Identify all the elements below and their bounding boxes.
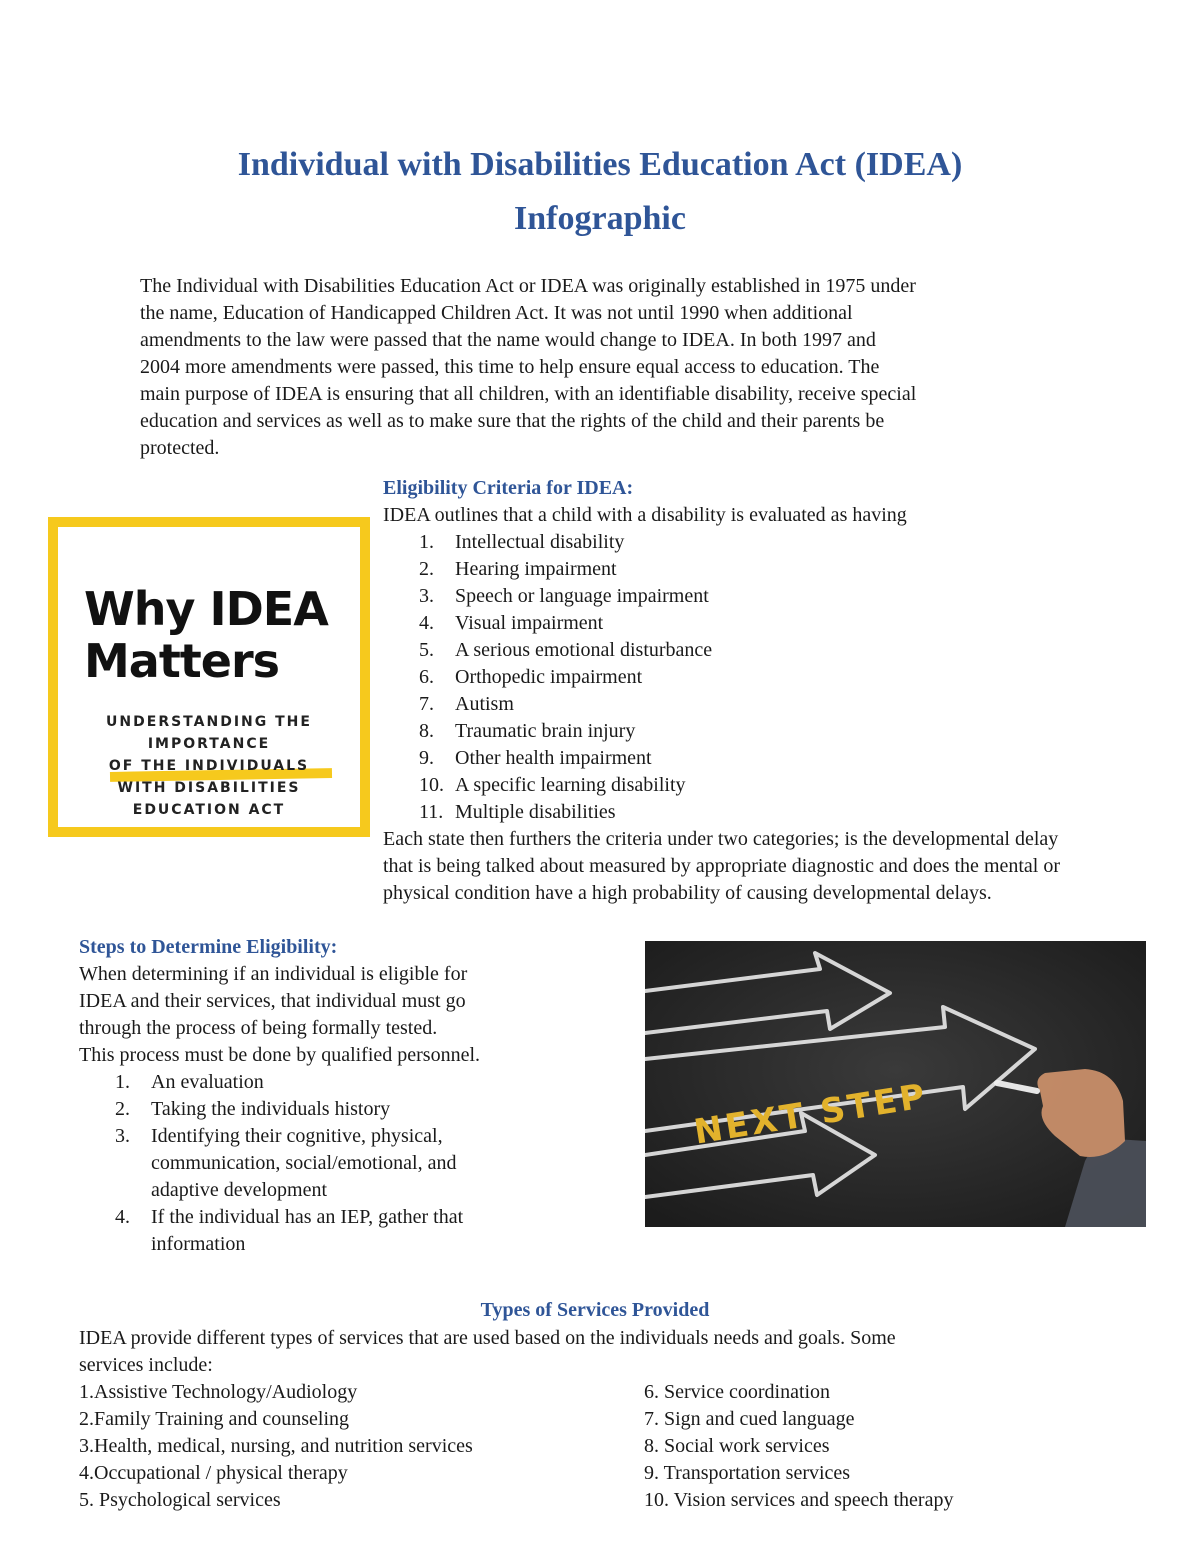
list-text: An evaluation	[151, 1071, 264, 1093]
list-text: Orthopedic impairment	[455, 666, 643, 688]
why-idea-subtitle	[58, 711, 360, 821]
list-number: 4.	[419, 612, 434, 634]
services-lead-line: IDEA provide different types of services that are used based on the individuals needs and goals. Some	[79, 1327, 896, 1349]
eligibility-closing-line: Each state then furthers the criteria under two categories; is the developmental delay	[383, 828, 1059, 850]
intro-line: protected.	[140, 437, 220, 459]
list-number: 2.	[419, 558, 434, 580]
intro-line: 2004 more amendments were passed, this time to help ensure equal access to education. The	[140, 356, 880, 378]
list-number: 11.	[419, 801, 444, 823]
services-list-right	[644, 1379, 1164, 1514]
list-item	[383, 799, 1193, 826]
list-item	[383, 637, 1193, 664]
steps-list	[79, 1069, 619, 1258]
steps-lead-line: When determining if an individual is eligible for	[79, 963, 468, 985]
eligibility-closing-line: physical condition have a high probability of causing developmental delays.	[383, 882, 992, 904]
list-text: Other health impairment	[455, 747, 652, 769]
why-idea-sub-line: OF THE INDIVIDUALS	[108, 758, 310, 774]
list-text: Taking the individuals history	[151, 1098, 391, 1120]
why-idea-matters-graphic	[48, 517, 370, 837]
chalk-arrows-illustration	[645, 941, 1146, 1227]
list-text: information	[151, 1233, 246, 1255]
list-item	[383, 610, 1193, 637]
list-text: If the individual has an IEP, gather that	[151, 1206, 464, 1228]
why-idea-title-line: Why IDEA	[84, 582, 328, 636]
title-line-2: Infographic	[514, 200, 686, 237]
list-text: Speech or language impairment	[455, 585, 709, 607]
why-idea-sub-line: UNDERSTANDING THE	[106, 714, 312, 730]
list-item	[79, 1069, 619, 1096]
list-number: 7.	[419, 693, 434, 715]
list-text: Identifying their cognitive, physical,	[151, 1125, 443, 1147]
list-item	[79, 1096, 619, 1123]
list-number: 8.	[419, 720, 434, 742]
intro-line: main purpose of IDEA is ensuring that all children, with an identifiable disability, receive special	[140, 383, 917, 405]
list-number: 1.	[419, 531, 434, 553]
why-idea-sub-line: EDUCATION ACT	[132, 802, 286, 818]
list-number: 6.	[419, 666, 434, 688]
list-text: Visual impairment	[455, 612, 604, 634]
list-text: Autism	[455, 693, 514, 715]
list-item	[383, 745, 1193, 772]
list-item: 3.Health, medical, nursing, and nutrition services	[79, 1435, 473, 1457]
why-idea-sub-line: WITH DISABILITIES	[117, 780, 301, 796]
why-idea-sub-line: IMPORTANCE	[147, 736, 271, 752]
list-item	[383, 529, 1193, 556]
list-item: 7. Sign and cued language	[644, 1408, 855, 1430]
list-number: 3.	[419, 585, 434, 607]
list-item: 9. Transportation services	[644, 1462, 851, 1484]
list-text: Hearing impairment	[455, 558, 617, 580]
why-idea-title	[84, 583, 328, 687]
list-number: 3.	[115, 1125, 130, 1147]
intro-line: the name, Education of Handicapped Children Act. It was not until 1990 when additional	[140, 302, 853, 324]
title-line-1: Individual with Disabilities Education Act (IDEA)	[237, 146, 963, 183]
list-item: 2.Family Training and counseling	[79, 1408, 349, 1430]
intro-paragraph	[140, 273, 1080, 462]
why-idea-title-line: Matters	[84, 634, 280, 688]
list-text: adaptive development	[151, 1179, 328, 1201]
list-item	[79, 1204, 619, 1258]
eligibility-heading: Eligibility Criteria for IDEA:	[383, 477, 634, 499]
list-item	[383, 772, 1193, 799]
eligibility-lead: IDEA outlines that a child with a disability is evaluated as having	[383, 504, 907, 526]
list-number: 4.	[115, 1206, 130, 1228]
list-text: Traumatic brain injury	[455, 720, 636, 742]
next-step-chalk-text: NEXT STEP	[691, 1076, 931, 1153]
page-title	[0, 138, 1200, 246]
list-item: 8. Social work services	[644, 1435, 830, 1457]
list-item	[383, 691, 1193, 718]
steps-lead-line: This process must be done by qualified personnel.	[79, 1044, 481, 1066]
list-text: A specific learning disability	[455, 774, 686, 796]
list-text: Multiple disabilities	[455, 801, 616, 823]
list-item	[383, 664, 1193, 691]
list-item	[383, 583, 1193, 610]
list-item: 6. Service coordination	[644, 1381, 831, 1403]
list-number: 1.	[115, 1071, 130, 1093]
services-list-left	[79, 1379, 619, 1514]
services-lead	[79, 1325, 1159, 1379]
list-number: 9.	[419, 747, 434, 769]
eligibility-list	[383, 529, 1193, 826]
list-number: 5.	[419, 639, 434, 661]
intro-line: education and services as well as to make sure that the rights of the child and their parents be	[140, 410, 885, 432]
eligibility-section	[383, 475, 1193, 907]
list-item: 5. Psychological services	[79, 1489, 281, 1511]
steps-section	[79, 934, 619, 1258]
list-item: 1.Assistive Technology/Audiology	[79, 1381, 358, 1403]
intro-line: amendments to the law were passed that the name would change to IDEA. In both 1997 and	[140, 329, 876, 351]
list-text: A serious emotional disturbance	[455, 639, 713, 661]
list-number: 2.	[115, 1098, 130, 1120]
list-item	[383, 718, 1193, 745]
intro-line: The Individual with Disabilities Education Act or IDEA was originally established in 1975 under	[140, 275, 916, 297]
steps-lead-line: IDEA and their services, that individual must go	[79, 990, 466, 1012]
steps-heading: Steps to Determine Eligibility:	[79, 936, 338, 958]
steps-lead-line: through the process of being formally tested.	[79, 1017, 438, 1039]
services-lead-line: services include:	[79, 1354, 213, 1376]
list-item: 10. Vision services and speech therapy	[644, 1489, 954, 1511]
list-item	[383, 556, 1193, 583]
list-item	[79, 1123, 619, 1204]
list-text: Intellectual disability	[455, 531, 625, 553]
next-step-chalkboard-image	[645, 941, 1146, 1227]
list-number: 10.	[419, 774, 444, 796]
list-item: 4.Occupational / physical therapy	[79, 1462, 348, 1484]
list-text: communication, social/emotional, and	[151, 1152, 457, 1174]
eligibility-closing-line: that is being talked about measured by appropriate diagnostic and does the mental or	[383, 855, 1061, 877]
services-heading: Types of Services Provided	[480, 1299, 710, 1321]
